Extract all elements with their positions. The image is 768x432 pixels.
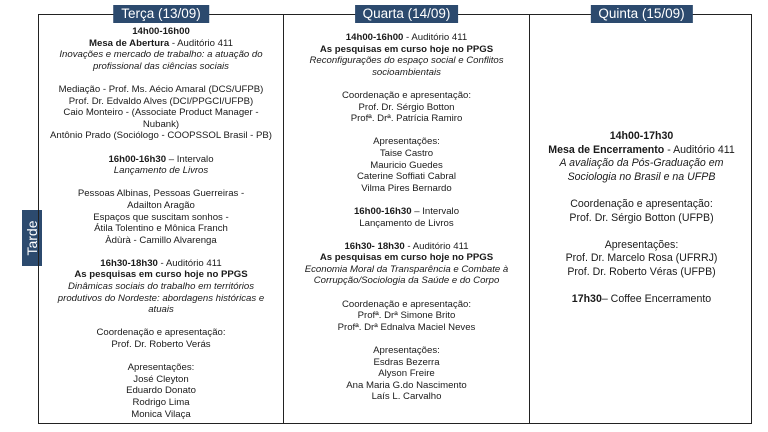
session-title: As pesquisas em curso hoje no PPGS	[74, 269, 248, 281]
coordinator: Prof. Dr. Sérgio Botton (UFPB)	[569, 211, 714, 224]
day-header: Quarta (14/09)	[355, 5, 459, 23]
presentations-label: Apresentações:	[373, 136, 440, 148]
cultural-line: Àdùrà - Camillo Alvarenga	[105, 234, 217, 246]
day-column-thursday	[529, 6, 753, 423]
schedule-table	[38, 6, 752, 424]
participant-line: Caio Monteiro - (Associate Product Manager -	[63, 107, 259, 119]
participant-line: Antônio Prado (Sociólogo - COOPSSOL Brasil - PB)	[50, 130, 272, 142]
session-room: - Auditório 411	[404, 240, 469, 252]
cultural-line: Pessoas Albinas, Pessoas Guerreiras -	[77, 188, 245, 200]
session-room: - Auditório 411	[664, 143, 735, 156]
presenter: Prof. Dr. Roberto Véras (UFPB)	[567, 265, 716, 278]
presenter: Taise Castro	[379, 147, 434, 159]
day-column-tuesday	[39, 6, 283, 423]
session-room: - Auditório 411	[157, 257, 222, 269]
cultural-line: Adailton Aragão	[127, 199, 195, 211]
session-subtitle: Sociologia no Brasil e na UFPB	[567, 170, 716, 183]
session-subtitle: Inovações e mercado de trabalho: a atuação do	[59, 49, 263, 61]
presentations-label: Apresentações:	[373, 345, 440, 357]
interval-time: 16h00-16h30	[108, 153, 167, 165]
cultural-line: Átila Tolentino e Mônica Franch	[94, 223, 228, 235]
session-subtitle: Corrupção/Sociologia da Saúde e do Corpo	[313, 275, 500, 287]
coordinator: Profª. Drª. Patrícia Ramiro	[350, 113, 463, 125]
participant-line: Prof. Dr. Edvaldo Alves (DCI/PPGCI/UFPB)	[68, 95, 254, 107]
interval-sub: Lançamento de Livros	[359, 217, 454, 229]
coordination-label: Coordenação e apresentação:	[341, 89, 472, 101]
coordination-label: Coordenação e apresentação:	[570, 197, 713, 210]
presenter: Vilma Pires Bernardo	[361, 182, 452, 194]
coordinator: Profª. Drª Ednalva Maciel Neves	[337, 321, 476, 333]
presenter: Caterine Soffiati Cabral	[356, 171, 456, 183]
session-title: As pesquisas em curso hoje no PPGS	[319, 43, 494, 55]
session-time: 14h00-16h00	[132, 26, 190, 37]
closing-time: 17h30	[571, 293, 602, 306]
coordinator: Profª. Drª Simone Brito	[357, 310, 456, 322]
participant-line: Mediação - Prof. Ms. Aécio Amaral (DCS/UFPB)	[58, 83, 264, 95]
closing-label: – Coffee Encerramento	[601, 293, 712, 306]
coordinator: Prof. Dr. Sérgio Botton	[358, 101, 455, 113]
presentations-label: Apresentações:	[604, 238, 679, 251]
period-label-text: Tarde	[24, 220, 40, 256]
interval-label: – Intervalo	[411, 205, 460, 217]
day-header: Quinta (15/09)	[590, 5, 692, 23]
session-subtitle: Reconfigurações do espaço social e Conflitos	[309, 55, 504, 67]
coordination-label: Coordenação e apresentação:	[341, 298, 472, 310]
session-subtitle: socioambientais	[372, 66, 441, 78]
coordination-label: Coordenação e apresentação:	[96, 327, 226, 339]
day-header: Terça (13/09)	[113, 5, 209, 23]
session-room: - Auditório 411	[169, 37, 233, 49]
presentations-label: Apresentações:	[127, 362, 195, 374]
session-subtitle: profissional das ciências sociais	[93, 60, 229, 72]
session-subtitle: produtivos do Nordeste: abordagens históricas e	[57, 292, 265, 304]
presenter: José Cleyton	[133, 373, 189, 385]
day-column-wednesday	[283, 6, 529, 423]
session-time: 14h00-16h00	[345, 32, 404, 43]
presenter: Mauricio Guedes	[370, 159, 443, 171]
session-subtitle: Dinâmicas sociais do trabalho em territórios	[67, 281, 255, 293]
interval-time: 16h00-16h30	[353, 205, 412, 217]
presenter: Prof. Dr. Marcelo Rosa (UFRRJ)	[565, 252, 718, 265]
session-time: 16h30-18h30	[100, 257, 158, 269]
presenter: Esdras Bezerra	[373, 356, 440, 368]
presenter: Monica Vilaça	[131, 408, 191, 420]
presenter: Rodrigo Lima	[132, 397, 190, 408]
interval-sub: Lançamento de Livros	[113, 165, 209, 177]
session-time: 16h30- 18h30	[344, 240, 405, 252]
session-subtitle: Economia Moral da Transparência e Combate à	[304, 263, 509, 275]
session-time: 14h00-17h30	[609, 130, 674, 142]
session-title: Mesa de Encerramento	[548, 143, 665, 156]
session-title: As pesquisas em curso hoje no PPGS	[319, 252, 494, 264]
cultural-line: Espaços que suscitam sonhos -	[93, 211, 229, 223]
coordinator: Prof. Dr. Roberto Verás	[111, 339, 211, 351]
session-title: Mesa de Abertura	[89, 37, 170, 49]
presenter: Laís L. Carvalho	[371, 391, 442, 403]
presenter: Eduardo Donato	[126, 385, 196, 397]
session-room: - Auditório 411	[403, 32, 468, 43]
interval-label: – Intervalo	[166, 153, 214, 165]
presenter: Ana Maria G.do Nascimento	[346, 379, 467, 391]
session-subtitle: atuais	[148, 304, 174, 316]
presenter: Alyson Freire	[378, 368, 435, 380]
session-subtitle: A avaliação da Pós-Graduação em	[559, 157, 724, 170]
participant-line: Nubank)	[142, 118, 180, 130]
